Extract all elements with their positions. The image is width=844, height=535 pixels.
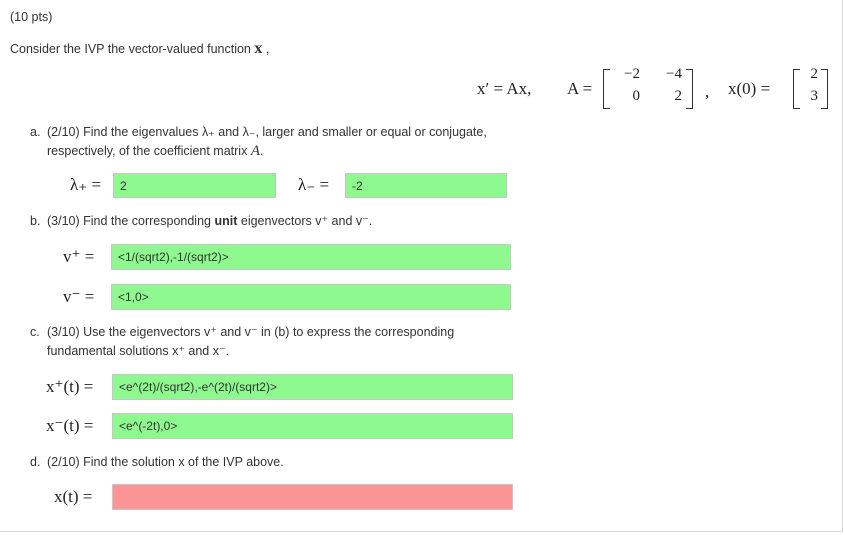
part-d-label: d. — [30, 455, 41, 469]
part-b-label: b. — [30, 214, 41, 228]
x-solution-label: x(t) = — [54, 487, 93, 506]
vminus-label: v⁻ = — [63, 287, 95, 306]
xplus-input[interactable]: <e^(2t)/(sqrt2),-e^(2t)/(sqrt2)> — [112, 374, 513, 400]
lambda-minus-input[interactable]: -2 — [345, 173, 507, 198]
matrix-right-bracket — [686, 69, 693, 109]
matrix-left-bracket — [603, 69, 610, 109]
xminus-input[interactable]: <e^(-2t),0> — [112, 413, 513, 439]
part-a-label: a. — [30, 125, 41, 139]
intro-var: x — [254, 40, 263, 57]
lambda-plus-label: λ₊ = — [70, 175, 102, 194]
vminus-input[interactable]: <1,0> — [111, 284, 511, 310]
vplus-label: v⁺ = — [63, 247, 95, 266]
lambda-minus-label: λ₋ = — [298, 175, 330, 194]
xplus-label: x⁺(t) = — [46, 377, 94, 396]
part-d-question: (2/10) Find the solution x of the IVP above. — [47, 455, 284, 469]
matrix-a-label: A = — [567, 79, 593, 98]
part-b-question: (3/10) Find the corresponding unit eigenvectors v⁺ and v⁻. — [47, 214, 373, 228]
xminus-label: x⁻(t) = — [46, 416, 94, 435]
part-c-question: (3/10) Use the eigenvectors v⁺ and v⁻ in (b) to express the corresponding fundamental solutions x⁺ and x⁻. — [47, 325, 455, 358]
intro-text: Consider the IVP the vector-valued function x , — [10, 40, 270, 57]
vector-right-bracket — [821, 69, 828, 109]
x-solution-input[interactable] — [112, 484, 513, 510]
lambda-plus-input[interactable]: 2 — [113, 173, 276, 198]
part-c-label: c. — [30, 325, 40, 339]
matrix-cell: 2 — [674, 88, 682, 104]
part-a-question: (2/10) Find the eigenvalues λ₊ and λ₋, larger and smaller or equal or conjugate, respectively, of the coefficient matrix A. — [47, 125, 487, 159]
matrix-cell: −4 — [666, 66, 682, 82]
matrix-cell: 0 — [632, 88, 640, 104]
vector-cell: 2 — [810, 66, 818, 82]
x0-label: x(0) = — [728, 79, 771, 98]
vplus-input[interactable]: <1/(sqrt2),-1/(sqrt2)> — [111, 244, 511, 270]
system-equation: x′ = Ax, — [477, 79, 532, 98]
matrix-cell: −2 — [624, 66, 640, 82]
vector-cell: 3 — [810, 88, 818, 104]
problem-panel: (10 pts) Consider the IVP the vector-valued function x , x′ = Ax, A = −2 −4 0 2 , x(0) = 2 3 a. (2/10) Find the eigenvalues λ₊ and λ₋, larger and smaller or equal or conjugate, respectively, of the coefficient matrix A. λ₊ = 2 λ₋ = -2 b. (3/10) Find the corresponding unit eigenvectors v⁺ and v⁻. v⁺ = <1/(sqrt2),-1/(sqrt2)> v⁻ = <1,0> c. (3/10) Use the eigenvectors v⁺ and v⁻ in (b) to express the corresponding fundamental solutions x⁺ and x⁻. x⁺(t) = <e^(2t)/(sqrt2),-e^(2t)/(sqrt2)> x⁻(t) = <e^(-2t),0> d. (2/10) Find the solution x of the IVP above. x(t) = — [0, 0, 843, 532]
points-label: (10 pts) — [10, 10, 53, 24]
